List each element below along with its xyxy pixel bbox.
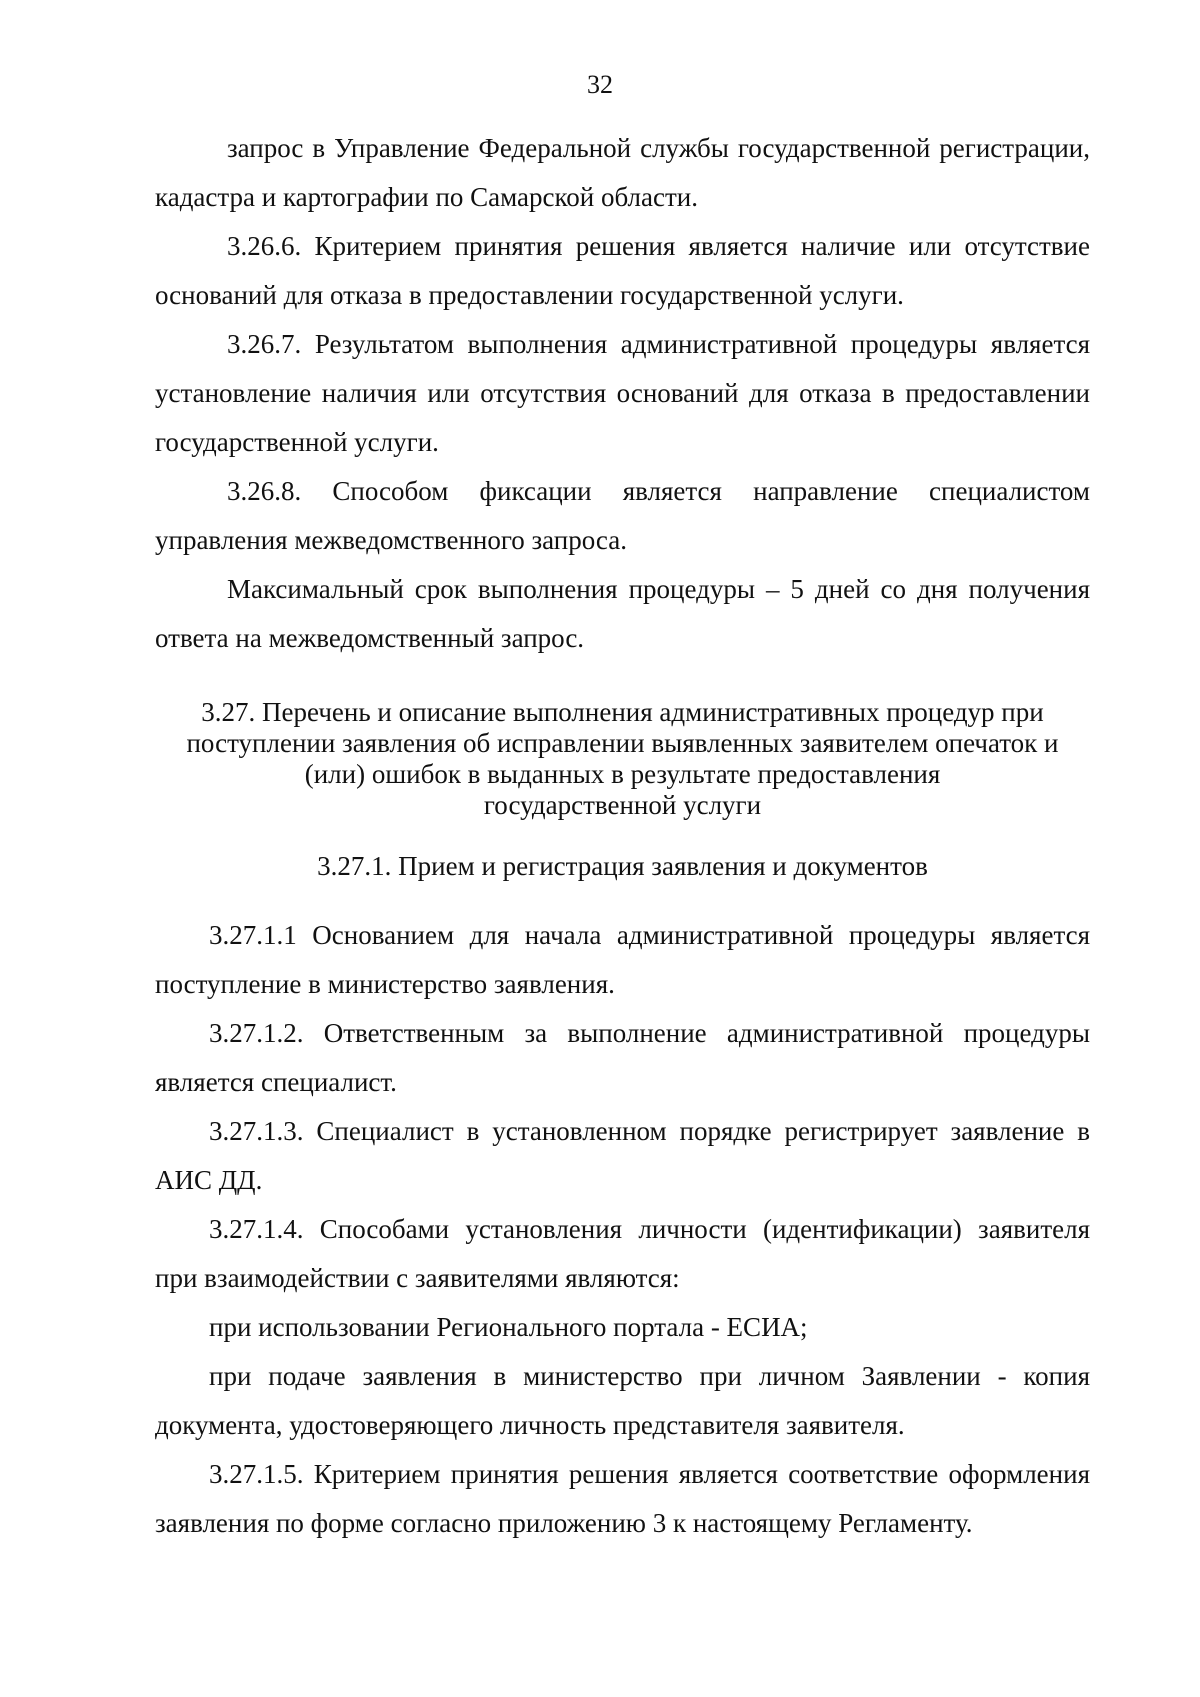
section-heading-line: 3.27. Перечень и описание выполнения административных процедур при [201, 697, 1044, 727]
paragraph-3-26-8: 3.26.8. Способом фиксации является направление специалистом управления межведомственного запроса. [155, 476, 1090, 555]
document-body [155, 124, 1090, 1548]
paragraph-method-portal: при использовании Регионального портала - ЕСИА; [209, 1312, 808, 1342]
paragraph-3-27-1-5: 3.27.1.5. Критерием принятия решения является соответствие оформления заявления по форме согласно приложению 3 к настоящему Регламенту. [155, 1459, 1090, 1538]
section-heading-line: поступлении заявления об исправлении выявленных заявителем опечаток и [186, 728, 1059, 758]
paragraph-continuation: запрос в Управление Федеральной службы государственной регистрации, кадастра и картографии по Самарской области. [155, 133, 1090, 212]
paragraph-method-in-person: при подаче заявления в министерство при личном Заявлении - копия документа, удостоверяющего личность представителя заявителя. [155, 1361, 1090, 1440]
page-number: 32 [587, 70, 613, 99]
paragraph-3-27-1-2: 3.27.1.2. Ответственным за выполнение административной процедуры является специалист. [155, 1018, 1090, 1097]
paragraph-max-term: Максимальный срок выполнения процедуры – 5 дней со дня получения ответа на межведомственный запрос. [155, 574, 1090, 653]
subheading-3-27-1: 3.27.1. Прием и регистрация заявления и документов [317, 851, 928, 881]
paragraph-3-27-1-1: 3.27.1.1 Основанием для начала административной процедуры является поступление в министерство заявления. [155, 920, 1090, 999]
paragraph-3-27-1-4: 3.27.1.4. Способами установления личности (идентификации) заявителя при взаимодействии с заявителями являются: [155, 1214, 1090, 1293]
paragraph-3-27-1-3: 3.27.1.3. Специалист в установленном порядке регистрирует заявление в АИС ДД. [155, 1116, 1090, 1195]
paragraph-3-26-7: 3.26.7. Результатом выполнения административной процедуры является установление наличия или отсутствия оснований для отказа в предоставлении государственной услуги. [155, 329, 1090, 457]
section-heading-line: (или) ошибок в выданных в результате предоставления [304, 759, 941, 789]
section-heading-3-27 [155, 697, 1090, 821]
paragraph-3-26-6: 3.26.6. Критерием принятия решения является наличие или отсутствие оснований для отказа в предоставлении государственной услуги. [155, 231, 1090, 310]
section-heading-line: государственной услуги [483, 790, 762, 820]
